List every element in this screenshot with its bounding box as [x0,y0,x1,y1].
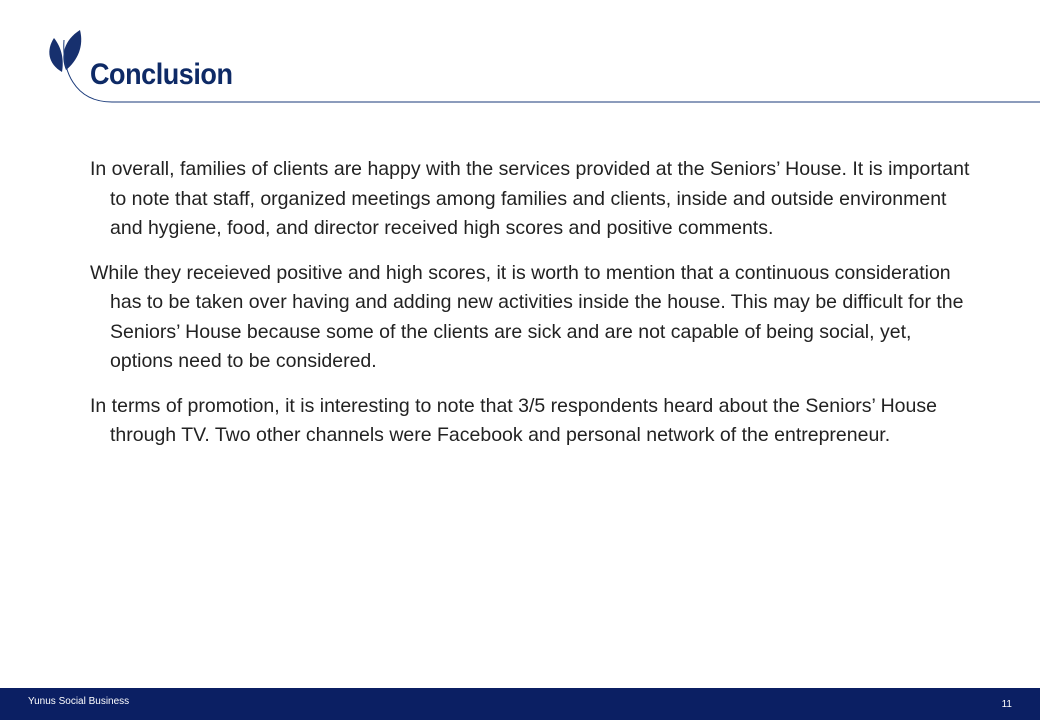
body-text [90,155,970,466]
page-title: Conclusion [90,58,233,91]
paragraph-promotion: In terms of promotion, it is interesting to note that 3/5 respondents heard about the Seniors’ House through TV. Two other channels were Facebook and personal network of the entrepreneur. [90,394,937,446]
footer-bar [0,688,1040,720]
footer-organization: Yunus Social Business [28,696,130,707]
page-number: 11 [1001,699,1012,710]
paragraph-activities: While they receieved positive and high scores, it is worth to mention that a continuous consideration has to be taken over having and adding new activities inside the house. This may be difficult for the Seniors’ House because some of the clients are sick and are not capable of being social, yet, options need to be considered. [90,261,964,372]
paragraph-summary: In overall, families of clients are happy with the services provided at the Seniors’ House. It is important to note that staff, organized meetings among families and clients, inside and outside environment and hygiene, food, and director received high scores and positive comments. [90,158,970,239]
